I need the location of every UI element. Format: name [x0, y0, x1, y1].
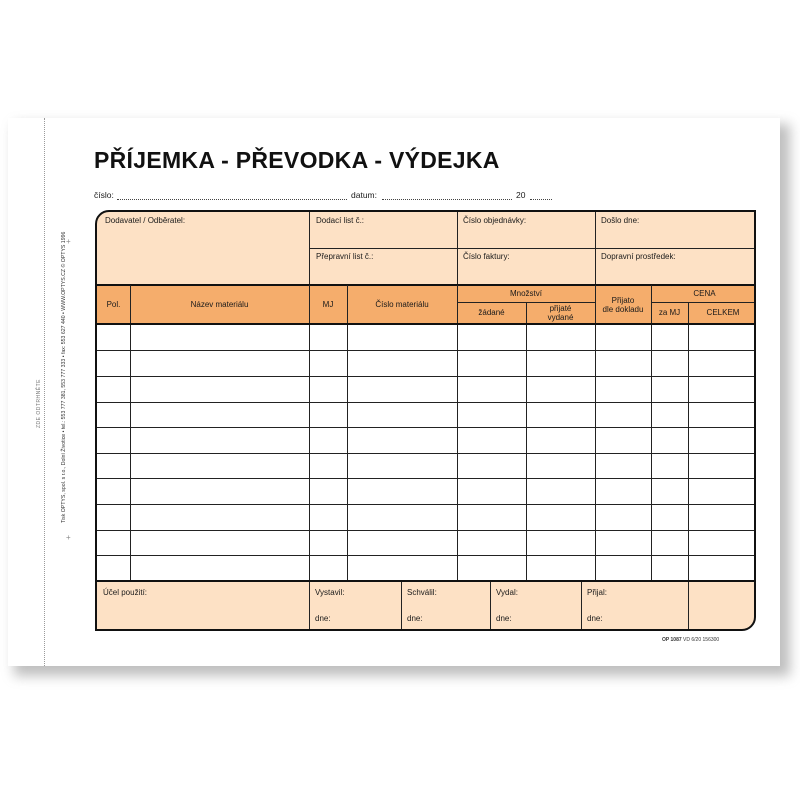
table-row [97, 530, 754, 531]
issued-date-label: dne: [315, 614, 331, 623]
form-table [95, 210, 756, 631]
column-received: přijaté vydané [547, 304, 574, 322]
number-field[interactable] [117, 199, 347, 200]
form-title: PŘÍJEMKA - PŘEVODKA - VÝDEJKA [94, 147, 500, 173]
printer-imprint: Tisk OPTYS, spol. s r.o., Dolní Životice • tel.: 553 777 381, 553 777 333 • fax: 553 627 440 • WWW.OPTYS.CZ © OPTYS 1996 [61, 231, 67, 523]
date-label: datum: [351, 190, 377, 200]
tear-off-label: ZDE ODTRHNĚTE [36, 379, 42, 428]
table-row [97, 453, 754, 454]
registration-mark: + [66, 533, 71, 542]
invoice-number-label: Číslo faktury: [463, 252, 510, 261]
table-row [97, 555, 754, 556]
order-number-label: Číslo objednávky: [463, 216, 527, 225]
table-row [97, 350, 754, 351]
tear-perforation [44, 118, 45, 666]
date-field[interactable] [382, 199, 512, 200]
dispensed-date-label: dne: [496, 614, 512, 623]
column-accepted: Přijato dle dokladu [602, 296, 644, 314]
column-per-unit: za MJ [658, 308, 681, 317]
column-material-name: Název materiálu [190, 300, 249, 309]
received-by-label: Přijal: [587, 588, 608, 597]
column-pos: Pol. [106, 300, 121, 309]
arrived-label: Došlo dne: [601, 216, 640, 225]
year-prefix: 20 [516, 190, 526, 200]
table-row [97, 402, 754, 403]
table-row [97, 478, 754, 479]
delivery-note-label: Dodací list č.: [316, 216, 365, 225]
received-date-label: dne: [587, 614, 603, 623]
purpose-label: Účel použití: [103, 588, 148, 597]
column-total: CELKEM [706, 308, 740, 317]
table-row [97, 376, 754, 377]
dispensed-by-label: Vydal: [496, 588, 518, 597]
approved-date-label: dne: [407, 614, 423, 623]
table-row [97, 427, 754, 428]
table-row [97, 504, 754, 505]
registration-mark: + [66, 237, 71, 246]
column-price: CENA [693, 289, 716, 298]
number-label: číslo: [94, 190, 114, 200]
form-code: OP 1087 VD 6/20 156300 [662, 637, 720, 643]
column-quantity: Množství [509, 289, 542, 298]
column-unit: MJ [322, 300, 334, 309]
column-material-number: Číslo materiálu [375, 300, 429, 309]
supplier-label: Dodavatel / Odběratel: [105, 216, 186, 225]
transfer-note-label: Přepravní list č.: [316, 252, 374, 261]
year-field[interactable] [530, 199, 552, 200]
approved-by-label: Schválil: [407, 588, 437, 597]
issued-by-label: Vystavil: [315, 588, 345, 597]
transport-label: Dopravní prostředek: [601, 252, 676, 261]
column-requested: žádané [478, 308, 505, 317]
